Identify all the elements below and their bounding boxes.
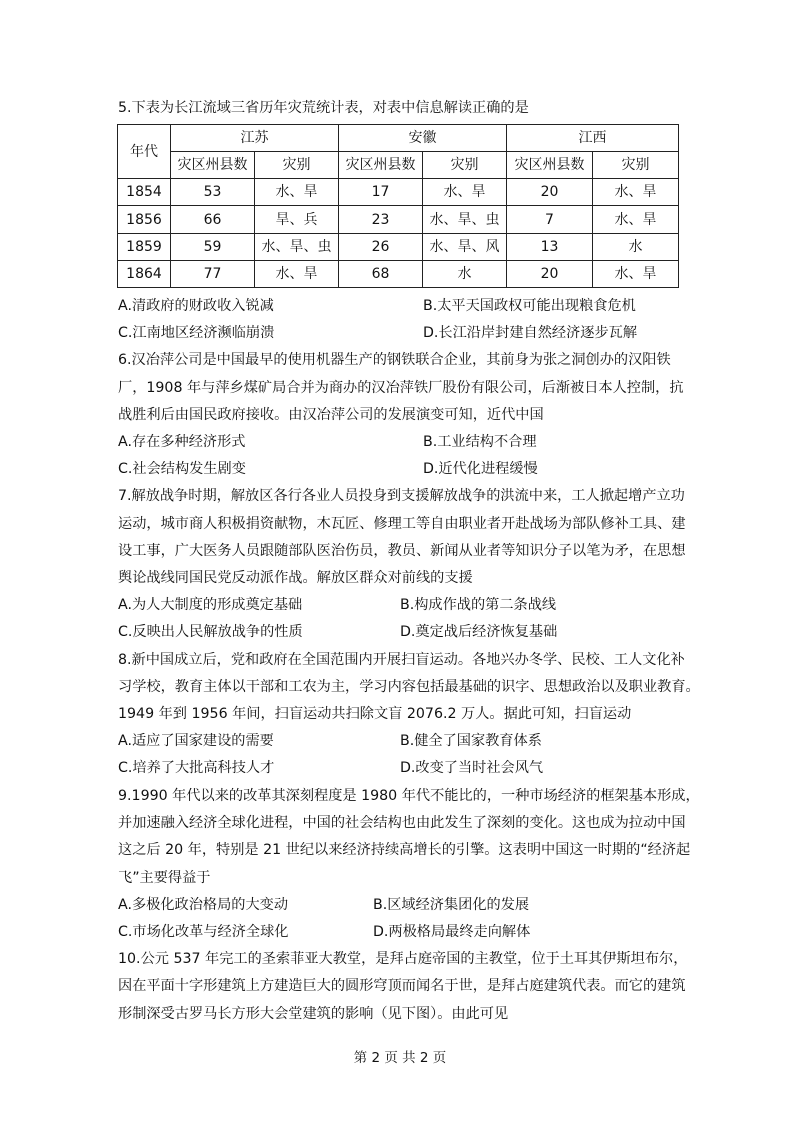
q9-option-b: B.区域经济集团化的发展	[373, 897, 530, 913]
q5-stem: 5.下表为长江流域三省历年灾荒统计表，对表中信息解读正确的是	[118, 100, 529, 116]
table-cell: 1859	[118, 233, 171, 260]
table-cell: 水	[593, 233, 679, 260]
table-row	[118, 206, 679, 233]
table-cell: 水、旱、虫	[423, 206, 507, 233]
q9-stem-line: 飞”主要得益于	[118, 870, 211, 886]
q7-stem-line: 舆论战线同国民党反动派作战。解放区群众对前线的支援	[118, 570, 473, 586]
table-cell: 68	[339, 260, 423, 287]
q7-stem-line: 设工事，广大医务人员跟随部队医治伤员，教员、新闻从业者等知识分子以笔为矛，在思想	[118, 543, 686, 559]
table-cell: 7	[507, 206, 593, 233]
q6-stem-line: 战胜利后由国民政府接收。由汉冶萍公司的发展演变可知，近代中国	[118, 407, 544, 423]
q9-stem-line: 并加速融入经济全球化进程，中国的社会结构也由此发生了深刻的变化。这也成为拉动中国	[118, 815, 686, 831]
q10-stem-line: 因在平面十字形建筑上方建造巨大的圆形穹顶而闻名于世，是拜占庭建筑代表。而它的建筑	[118, 978, 686, 994]
q9-option-c: C.市场化改革与经济全球化	[118, 924, 289, 940]
sub-header: 灾区州县数	[171, 152, 255, 179]
table-cell: 77	[171, 260, 255, 287]
q7-option-d: D.奠定战后经济恢复基础	[400, 624, 558, 640]
q8-option-b: B.健全了国家教育体系	[400, 733, 542, 749]
table-cell: 23	[339, 206, 423, 233]
table-row	[118, 260, 679, 287]
table-cell: 1856	[118, 206, 171, 233]
table-row	[118, 233, 679, 260]
q10-stem-line: 形制深受古罗马长方形大会堂建筑的影响（见下图）。由此可见	[118, 1006, 509, 1022]
table-cell: 66	[171, 206, 255, 233]
q8-stem-line: 8.新中国成立后，党和政府在全国范围内开展扫盲运动。各地兴办冬学、民校、工人文化补	[118, 652, 685, 668]
table-cell: 水、旱	[593, 179, 679, 206]
q7-stem-line: 7.解放战争时期，解放区各行各业人员投身到支援解放战争的洪流中来，工人掀起增产立功	[118, 488, 685, 504]
q6-stem-line: 6.汉冶萍公司是中国最早的使用机器生产的钢铁联合企业，其前身为张之洞创办的汉阳铁	[118, 352, 671, 368]
q9-option-a: A.多极化政治格局的大变动	[118, 897, 289, 913]
sub-header: 灾别	[255, 152, 339, 179]
table-cell: 17	[339, 179, 423, 206]
q5-option-a: A.清政府的财政收入锐减	[118, 298, 274, 314]
table-cell: 水、旱、风	[423, 233, 507, 260]
q5-option-d: D.长江沿岸封建自然经济逐步瓦解	[423, 325, 638, 341]
table-cell: 20	[507, 260, 593, 287]
sub-header: 灾别	[423, 152, 507, 179]
province-header-anhui: 安徽	[339, 125, 507, 152]
q6-stem-line: 厂，1908 年与萍乡煤矿局合并为商办的汉冶萍铁厂股份有限公司，后渐被日本人控制，抗	[118, 380, 684, 396]
sub-header: 灾别	[593, 152, 679, 179]
q9-option-d: D.两极格局最终走向解体	[373, 924, 531, 940]
disaster-statistics-table	[117, 124, 679, 288]
q7-option-b: B.构成作战的第二条战线	[400, 597, 557, 613]
province-header-jiangsu: 江苏	[171, 125, 339, 152]
table-cell: 水、旱	[255, 179, 339, 206]
q7-option-a: A.为人大制度的形成奠定基础	[118, 597, 303, 613]
q5-option-b: B.太平天国政权可能出现粮食危机	[423, 298, 636, 314]
q8-stem-line: 习学校，教育主体以干部和工农为主，学习内容包括最基础的识字、思想政治以及职业教育。	[118, 679, 700, 695]
table-cell: 1864	[118, 260, 171, 287]
table-cell: 水、旱	[593, 260, 679, 287]
table-cell: 水、旱	[423, 179, 507, 206]
q10-stem-line: 10.公元 537 年完工的圣索菲亚大教堂，是拜占庭帝国的主教堂，位于土耳其伊斯坦布尔，	[118, 951, 688, 967]
q8-stem-line: 1949 年到 1956 年间，扫盲运动共扫除文盲 2076.2 万人。据此可知，扫盲运动	[118, 706, 632, 722]
year-header: 年代	[118, 125, 171, 179]
sub-header: 灾区州县数	[507, 152, 593, 179]
q6-option-c: C.社会结构发生剧变	[118, 461, 246, 477]
table-cell: 26	[339, 233, 423, 260]
page-number-footer: 第 2 页 共 2 页	[353, 1050, 447, 1066]
table-cell: 13	[507, 233, 593, 260]
q7-stem-line: 运动，城市商人积极捐资献物，木瓦匠、修理工等自由职业者开赴战场为部队修补工具、建	[118, 516, 686, 532]
table-cell: 59	[171, 233, 255, 260]
table-cell: 1854	[118, 179, 171, 206]
q6-option-a: A.存在多种经济形式	[118, 434, 246, 450]
table-cell: 水、旱	[593, 206, 679, 233]
table-cell: 53	[171, 179, 255, 206]
q6-option-d: D.近代化进程缓慢	[423, 461, 538, 477]
table-row	[118, 179, 679, 206]
q6-option-b: B.工业结构不合理	[423, 434, 537, 450]
q9-stem-line: 这之后 20 年，特别是 21 世纪以来经济持续高增长的引擎。这表明中国这一时期的“经济起	[118, 842, 691, 858]
q8-option-c: C.培养了大批高科技人才	[118, 760, 275, 776]
table-cell: 水、旱、虫	[255, 233, 339, 260]
table-cell: 20	[507, 179, 593, 206]
q8-option-d: D.改变了当时社会风气	[400, 760, 544, 776]
province-header-jiangxi: 江西	[507, 125, 679, 152]
q5-option-c: C.江南地区经济濒临崩溃	[118, 325, 275, 341]
q8-option-a: A.适应了国家建设的需要	[118, 733, 274, 749]
q9-stem-line: 9.1990 年代以来的改革其深刻程度是 1980 年代不能比的，一种市场经济的框架基本形成，	[118, 788, 700, 804]
sub-header: 灾区州县数	[339, 152, 423, 179]
q7-option-c: C.反映出人民解放战争的性质	[118, 624, 303, 640]
table-cell: 旱、兵	[255, 206, 339, 233]
table-cell: 水、旱	[255, 260, 339, 287]
table-cell: 水	[423, 260, 507, 287]
